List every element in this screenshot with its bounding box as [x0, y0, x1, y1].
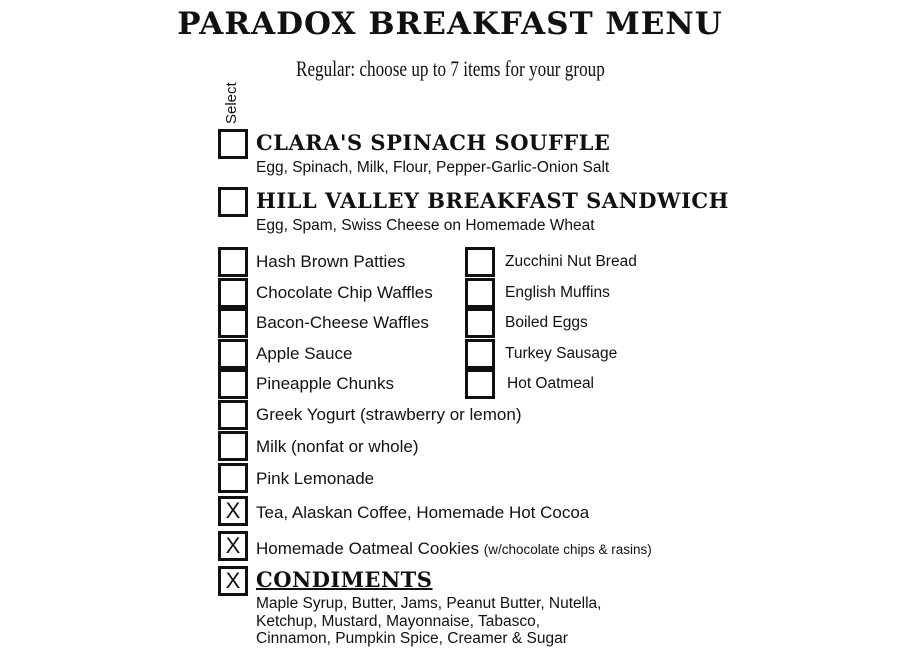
checkbox-greek-yogurt[interactable] — [218, 400, 248, 430]
item-description-breakfast-sandwich: Egg, Spam, Swiss Cheese on Homemade Wheat — [256, 217, 595, 234]
checkbox-apple-sauce[interactable] — [218, 339, 248, 369]
item-label-tea-coffee-cocoa: Tea, Alaskan Coffee, Homemade Hot Cocoa — [256, 503, 590, 522]
item-label-bacon-cheese-waffles: Bacon-Cheese Waffles — [256, 313, 429, 332]
checkbox-english-muffins[interactable] — [465, 278, 495, 308]
checkbox-boiled-eggs[interactable] — [465, 308, 495, 338]
item-label-apple-sauce: Apple Sauce — [256, 344, 353, 363]
checkbox-condiments[interactable]: X — [218, 566, 248, 596]
checkbox-hot-oatmeal[interactable] — [465, 369, 495, 399]
item-label-zucchini-nut-bread: Zucchini Nut Bread — [505, 253, 637, 270]
item-description-spinach-souffle: Egg, Spinach, Milk, Flour, Pepper-Garlic-Onion Salt — [256, 159, 610, 176]
condiments-line-3: Cinnamon, Pumpkin Spice, Creamer & Sugar — [256, 630, 568, 647]
item-label-chocolate-chip-waffles: Chocolate Chip Waffles — [256, 283, 433, 302]
item-label-hot-oatmeal: Hot Oatmeal — [507, 375, 595, 392]
item-label-greek-yogurt: Greek Yogurt (strawberry or lemon) — [256, 405, 522, 424]
item-label-turkey-sausage: Turkey Sausage — [505, 345, 618, 362]
checkbox-chocolate-chip-waffles[interactable] — [218, 278, 248, 308]
checkbox-breakfast-sandwich[interactable] — [218, 187, 248, 217]
item-label-oatmeal-cookies — [256, 539, 652, 559]
item-heading-spinach-souffle: CLARA'S SPINACH SOUFFLE — [256, 130, 611, 155]
condiments-list — [256, 595, 601, 648]
item-label-english-muffins: English Muffins — [505, 284, 610, 301]
menu-title: PARADOX BREAKFAST MENU — [177, 6, 723, 42]
checkbox-bacon-cheese-waffles[interactable] — [218, 308, 248, 338]
checkbox-milk[interactable] — [218, 431, 248, 461]
checkbox-pink-lemonade[interactable] — [218, 463, 248, 493]
checkbox-tea-coffee-cocoa[interactable]: X — [218, 496, 248, 526]
checkbox-oatmeal-cookies[interactable]: X — [218, 531, 248, 561]
checkbox-turkey-sausage[interactable] — [465, 339, 495, 369]
checkbox-spinach-souffle[interactable] — [218, 129, 248, 159]
condiments-line-2: Ketchup, Mustard, Mayonnaise, Tabasco, — [256, 612, 541, 630]
item-label-hash-brown-patties: Hash Brown Patties — [256, 252, 406, 271]
checkbox-pineapple-chunks[interactable] — [218, 369, 248, 399]
checkbox-zucchini-nut-bread[interactable] — [465, 247, 495, 277]
item-label-milk: Milk (nonfat or whole) — [256, 437, 419, 456]
menu-subtitle: Regular: choose up to 7 items for your group — [296, 56, 605, 81]
item-heading-breakfast-sandwich: HILL VALLEY BREAKFAST SANDWICH — [256, 188, 729, 213]
checkbox-hash-brown-patties[interactable] — [218, 247, 248, 277]
item-label-boiled-eggs: Boiled Eggs — [505, 314, 588, 331]
select-column-label: Select — [223, 82, 240, 124]
item-label-pineapple-chunks: Pineapple Chunks — [256, 374, 394, 393]
item-label-pink-lemonade: Pink Lemonade — [256, 469, 375, 488]
oatmeal-cookies-label-text: Homemade Oatmeal Cookies — [256, 539, 484, 558]
oatmeal-cookies-note: (w/chocolate chips & rasins) — [483, 542, 652, 557]
item-heading-condiments: CONDIMENTS — [256, 567, 433, 592]
condiments-line-1: Maple Syrup, Butter, Jams, Peanut Butter, Nutella, — [256, 595, 602, 612]
